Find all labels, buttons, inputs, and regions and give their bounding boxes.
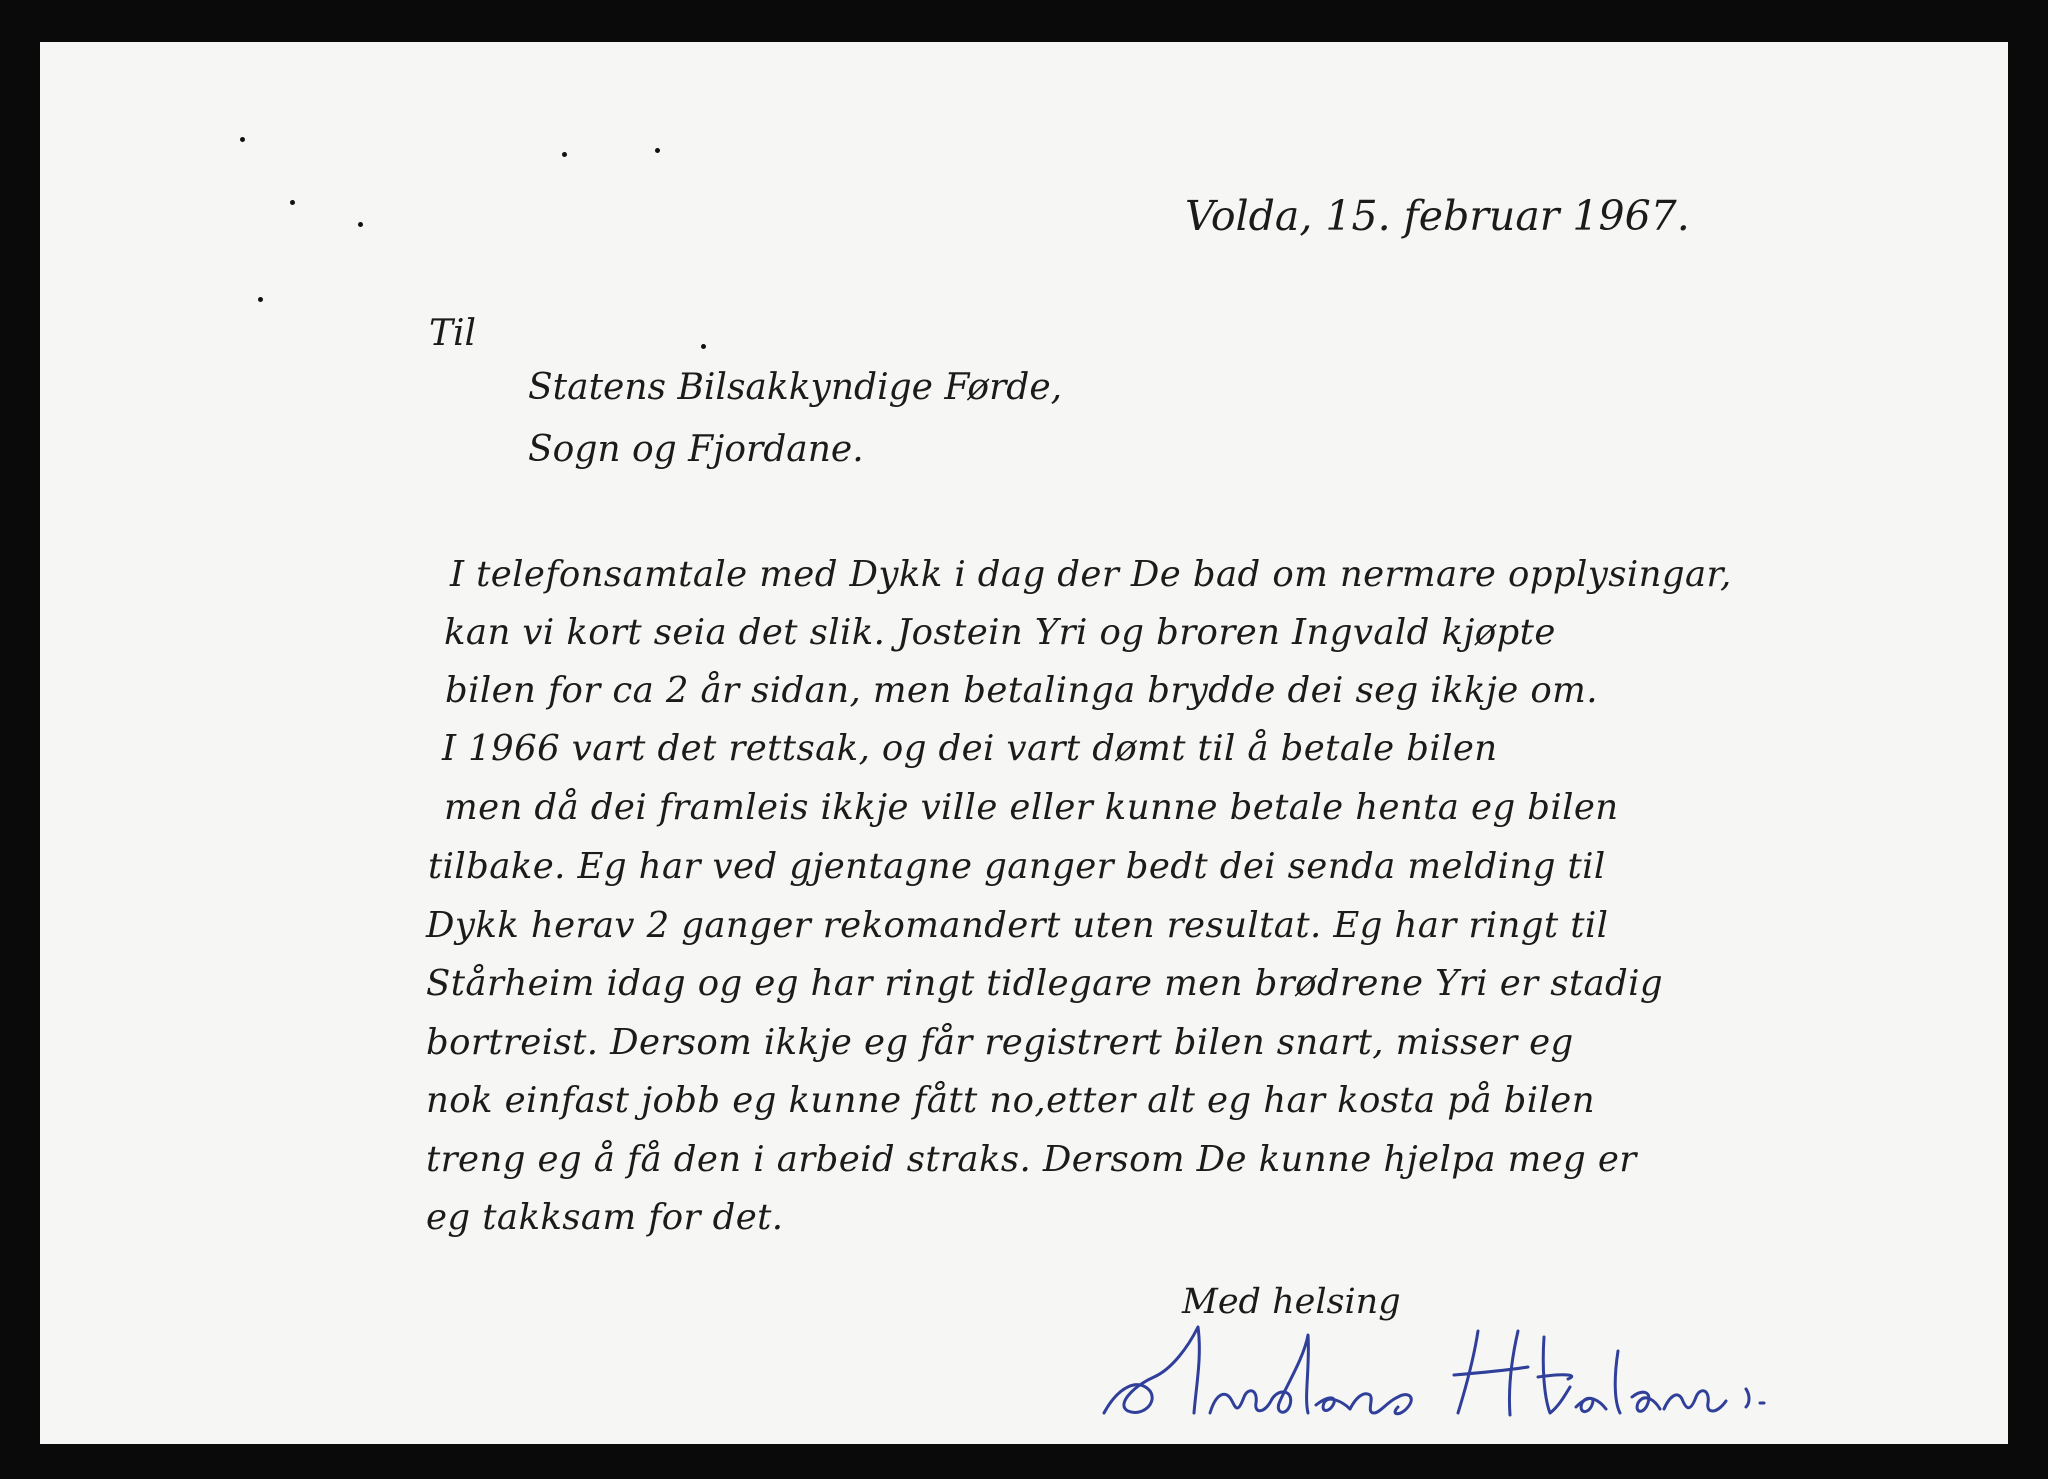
letter-page [40,42,2008,1444]
paper-speck [290,200,295,205]
body-line: men då dei framleis ikkje ville eller kunne betale henta eg bilen [444,787,1619,828]
handwritten-signature [1098,1317,1818,1437]
body-line: bilen for ca 2 år sidan, men betalinga brydde dei seg ikkje om. [445,670,1598,711]
recipient-line: Statens Bilsakkyndige Førde, [528,367,1063,408]
body-line: kan vi kort seia det slik. Jostein Yri og broren Ingvald kjøpte [444,612,1556,653]
body-line: bortreist. Dersom ikkje eg får registrert bilen snart, misser eg [426,1022,1574,1063]
body-line: I telefonsamtale med Dykk i dag der De bad om nermare opplysingar, [450,554,1732,595]
body-line: I 1966 vart det rettsak, og dei vart dømt til å betale bilen [442,728,1498,769]
recipient-label: Til [429,313,477,354]
paper-speck [562,152,567,157]
body-line: eg takksam for det. [426,1197,784,1238]
body-line: Dykk herav 2 ganger rekomandert uten resultat. Eg har ringt til [426,905,1609,946]
paper-speck [358,222,363,227]
recipient-line: Sogn og Fjordane. [528,429,864,470]
paper-speck [258,297,263,302]
body-line: nok einfast jobb eg kunne fått no,etter alt eg har kosta på bilen [426,1080,1595,1121]
body-line: Stårheim idag og eg har ringt tidlegare men brødrene Yri er stadig [426,963,1664,1004]
paper-speck [240,137,245,142]
paper-speck [655,148,660,153]
closing-salutation: Med helsing [1182,1282,1401,1322]
paper-speck [701,344,706,349]
body-line: treng eg å få den i arbeid straks. Dersom De kunne hjelpa meg er [426,1139,1637,1180]
letter-date: Volda, 15. februar 1967. [1185,192,1690,240]
body-line: tilbake. Eg har ved gjentagne ganger bedt dei senda melding til [428,846,1606,887]
